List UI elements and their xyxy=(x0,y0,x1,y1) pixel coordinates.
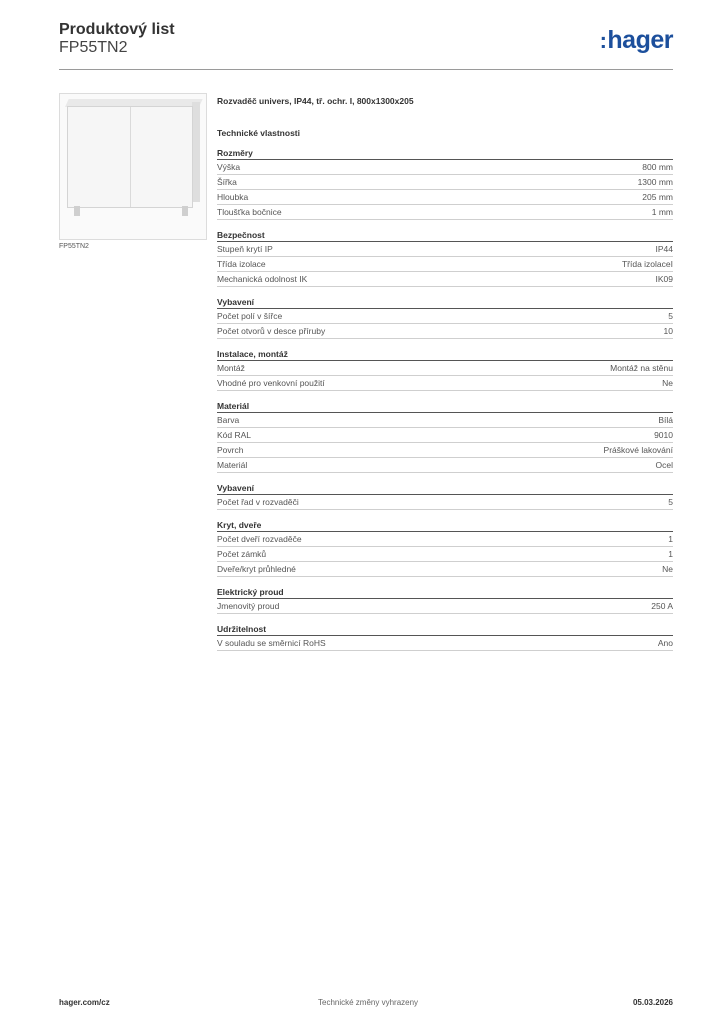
spec-label: Materiál xyxy=(217,460,248,470)
spec-label: Stupeň krytí IP xyxy=(217,244,273,254)
spec-value: 5 xyxy=(668,497,673,507)
spec-label: Počet polí v šířce xyxy=(217,311,283,321)
spec-value: 800 mm xyxy=(642,162,673,172)
spec-row xyxy=(217,175,673,190)
spec-group-title: Bezpečnost xyxy=(217,229,673,242)
spec-label: Počet dveří rozvaděče xyxy=(217,534,302,544)
spec-value: Bílá xyxy=(658,415,673,425)
spec-row xyxy=(217,562,673,577)
spec-value: IP44 xyxy=(655,244,673,254)
spec-group-title: Vybavení xyxy=(217,296,673,309)
spec-label: Tloušťka bočnice xyxy=(217,207,282,217)
spec-label: Mechanická odolnost IK xyxy=(217,274,308,284)
spec-label: Jmenovitý proud xyxy=(217,601,280,611)
spec-row xyxy=(217,361,673,376)
product-description: Rozvaděč univers, IP44, tř. ochr. I, 800x1300x205 xyxy=(217,96,414,106)
spec-label: Montáž xyxy=(217,363,245,373)
spec-row xyxy=(217,190,673,205)
spec-group-title: Udržitelnost xyxy=(217,623,673,636)
spec-row xyxy=(217,599,673,614)
spec-value: Ne xyxy=(662,378,673,388)
spec-value: 1 xyxy=(668,549,673,559)
spec-label: Hloubka xyxy=(217,192,249,202)
spec-label: V souladu se směrnicí RoHS xyxy=(217,638,326,648)
spec-label: Počet zámků xyxy=(217,549,267,559)
spec-row xyxy=(217,324,673,339)
product-image xyxy=(59,93,207,240)
spec-row xyxy=(217,547,673,562)
spec-group xyxy=(217,482,673,510)
spec-row xyxy=(217,532,673,547)
spec-row xyxy=(217,458,673,473)
logo-text: hager xyxy=(607,26,673,54)
spec-group xyxy=(217,586,673,614)
spec-row xyxy=(217,428,673,443)
spec-value: Ne xyxy=(662,564,673,574)
spec-group xyxy=(217,147,673,220)
spec-group-title: Kryt, dveře xyxy=(217,519,673,532)
section-heading: Technické vlastnosti xyxy=(217,128,300,138)
product-code: FP55TN2 xyxy=(59,39,128,56)
spec-row xyxy=(217,376,673,391)
spec-value: Ocel xyxy=(655,460,673,470)
spec-value: 9010 xyxy=(654,430,673,440)
spec-group xyxy=(217,623,673,651)
hager-logo: :hager xyxy=(599,26,673,54)
spec-value: 1 mm xyxy=(651,207,673,217)
spec-label: Barva xyxy=(217,415,240,425)
footer-date: 05.03.2026 xyxy=(632,998,673,1007)
page-header xyxy=(59,20,673,70)
spec-row xyxy=(217,413,673,428)
spec-content xyxy=(217,95,673,651)
spec-value: 1 xyxy=(668,534,673,544)
spec-row xyxy=(217,636,673,651)
footer-notice: Technické změny vyhrazeny xyxy=(318,998,419,1007)
spec-group xyxy=(217,348,673,391)
spec-row xyxy=(217,443,673,458)
spec-group-title: Elektrický proud xyxy=(217,586,673,599)
spec-label: Kód RAL xyxy=(217,430,252,440)
spec-value: 5 xyxy=(668,311,673,321)
spec-value: IK09 xyxy=(655,274,673,284)
footer-website: hager.com/cz xyxy=(59,998,110,1007)
spec-label: Vhodné pro venkovní použití xyxy=(217,378,325,388)
spec-group xyxy=(217,519,673,577)
spec-label: Počet otvorů v desce příruby xyxy=(217,326,326,336)
spec-group-title: Vybavení xyxy=(217,482,673,495)
spec-group xyxy=(217,229,673,287)
spec-label: Povrch xyxy=(217,445,244,455)
spec-row xyxy=(217,160,673,175)
spec-label: Šířka xyxy=(217,177,237,187)
spec-value: Ano xyxy=(657,638,673,648)
spec-value: 1300 mm xyxy=(637,177,673,187)
spec-group xyxy=(217,400,673,473)
spec-value: Třída izolaceI xyxy=(621,259,673,269)
spec-group-title: Materiál xyxy=(217,400,673,413)
spec-row xyxy=(217,272,673,287)
image-caption: FP55TN2 xyxy=(59,243,89,250)
spec-row xyxy=(217,205,673,220)
spec-label: Třída izolace xyxy=(217,259,266,269)
spec-group-title: Rozměry xyxy=(217,147,673,160)
header-divider xyxy=(59,69,673,70)
spec-group xyxy=(217,296,673,339)
spec-value: 10 xyxy=(663,326,673,336)
spec-row xyxy=(217,257,673,272)
spec-value: 205 mm xyxy=(642,192,673,202)
spec-label: Výška xyxy=(217,162,241,172)
spec-label: Počet řad v rozvaděči xyxy=(217,497,299,507)
spec-row xyxy=(217,242,673,257)
spec-value: Práškové lakování xyxy=(603,445,673,455)
spec-groups xyxy=(217,147,673,651)
spec-group-title: Instalace, montáž xyxy=(217,348,673,361)
spec-row xyxy=(217,309,673,324)
spec-value: Montáž na stěnu xyxy=(610,363,673,373)
spec-row xyxy=(217,495,673,510)
page-title: Produktový list xyxy=(59,21,175,38)
spec-label: Dveře/kryt průhledné xyxy=(217,564,296,574)
spec-value: 250 A xyxy=(651,601,673,611)
